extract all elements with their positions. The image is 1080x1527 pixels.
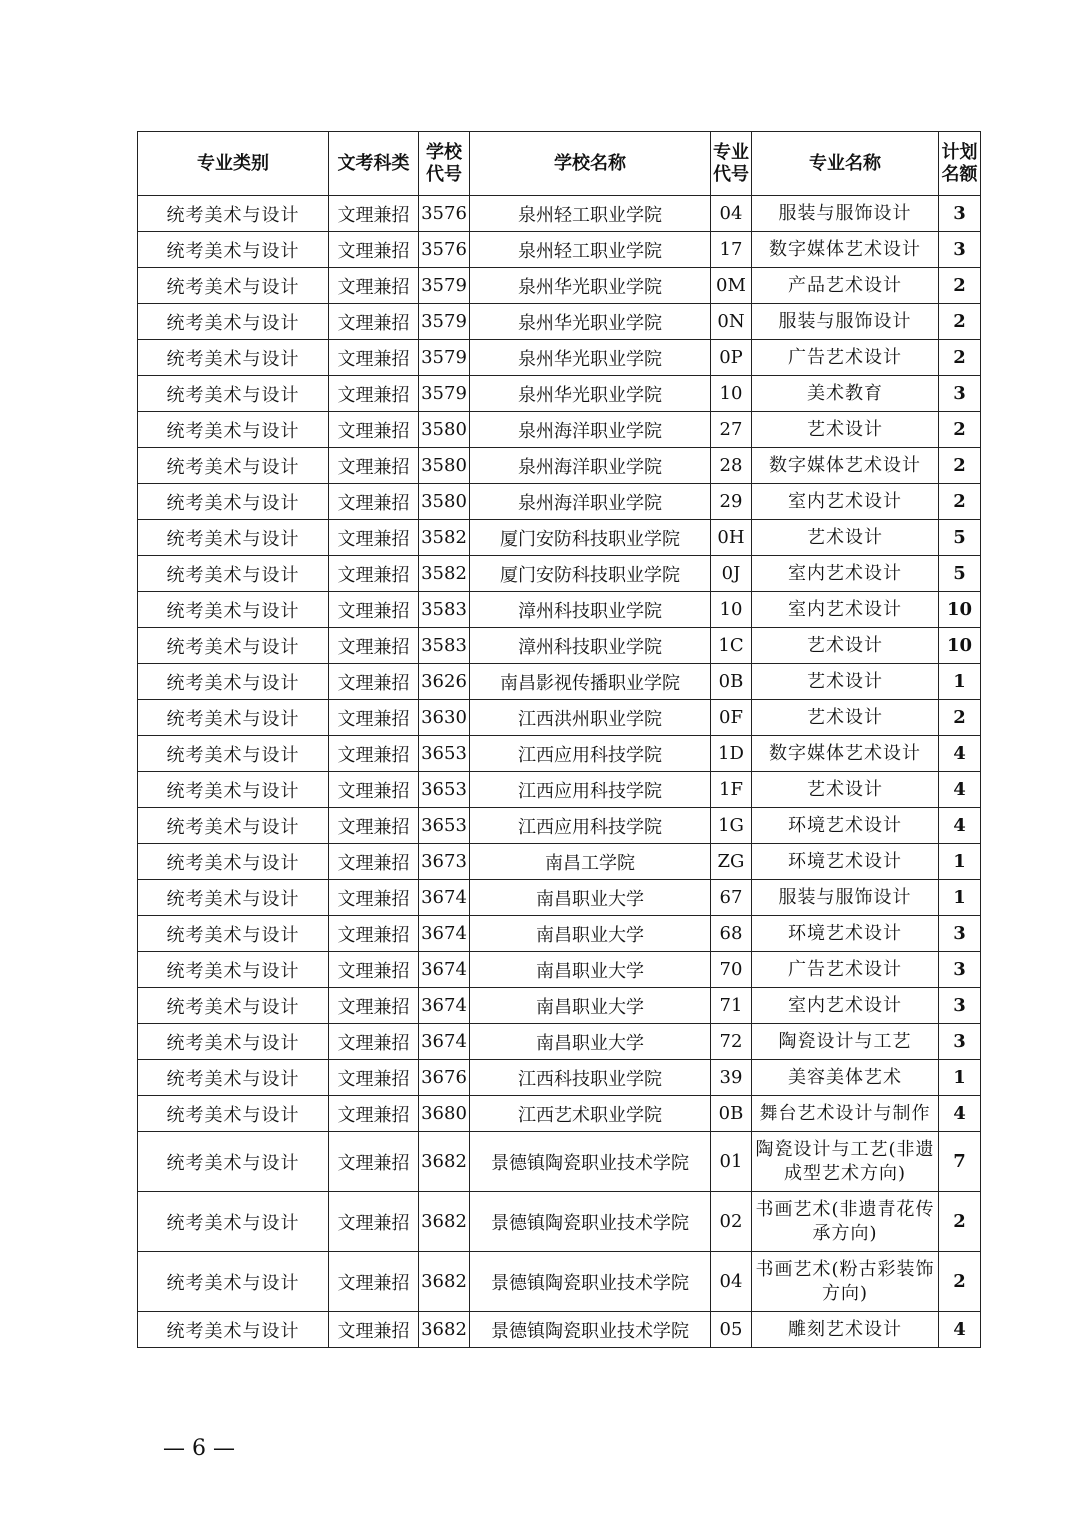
cell-subject: 文理兼招 (329, 556, 419, 592)
cell-major-code: 1C (711, 628, 752, 664)
cell-subject: 文理兼招 (329, 484, 419, 520)
table-row (138, 880, 981, 916)
cell-major-name: 室内艺术设计 (752, 592, 939, 628)
cell-category: 统考美术与设计 (138, 376, 329, 412)
cell-major-name: 环境艺术设计 (752, 808, 939, 844)
cell-subject: 文理兼招 (329, 304, 419, 340)
cell-school-name: 漳州科技职业学院 (470, 592, 711, 628)
cell-subject: 文理兼招 (329, 916, 419, 952)
cell-major-code: 10 (711, 376, 752, 412)
cell-major-name: 艺术设计 (752, 700, 939, 736)
cell-major-code: ZG (711, 844, 752, 880)
cell-major-code: 05 (711, 1312, 752, 1348)
cell-subject: 文理兼招 (329, 232, 419, 268)
cell-major-name: 室内艺术设计 (752, 988, 939, 1024)
header-school-code: 学校代号 (419, 132, 470, 196)
cell-major-code: 68 (711, 916, 752, 952)
cell-subject: 文理兼招 (329, 736, 419, 772)
table-row (138, 952, 981, 988)
cell-quota: 2 (939, 412, 981, 448)
cell-school-name: 江西应用科技学院 (470, 736, 711, 772)
cell-category: 统考美术与设计 (138, 1096, 329, 1132)
cell-category: 统考美术与设计 (138, 700, 329, 736)
cell-quota: 1 (939, 1060, 981, 1096)
cell-category: 统考美术与设计 (138, 1252, 329, 1312)
cell-major-code: 27 (711, 412, 752, 448)
cell-school-code: 3682 (419, 1132, 470, 1192)
table-row (138, 268, 981, 304)
cell-major-code: 02 (711, 1192, 752, 1252)
cell-category: 统考美术与设计 (138, 1132, 329, 1192)
cell-quota: 4 (939, 772, 981, 808)
cell-major-name: 数字媒体艺术设计 (752, 232, 939, 268)
cell-major-code: 39 (711, 1060, 752, 1096)
cell-major-name: 室内艺术设计 (752, 484, 939, 520)
cell-quota: 4 (939, 736, 981, 772)
cell-category: 统考美术与设计 (138, 304, 329, 340)
cell-quota: 3 (939, 196, 981, 232)
cell-quota: 10 (939, 628, 981, 664)
cell-category: 统考美术与设计 (138, 196, 329, 232)
cell-quota: 10 (939, 592, 981, 628)
cell-school-code: 3674 (419, 952, 470, 988)
cell-category: 统考美术与设计 (138, 592, 329, 628)
cell-quota: 4 (939, 1312, 981, 1348)
table-header-row (138, 132, 981, 196)
table-row (138, 808, 981, 844)
cell-quota: 4 (939, 808, 981, 844)
table-row (138, 520, 981, 556)
cell-school-name: 泉州华光职业学院 (470, 376, 711, 412)
admission-plan-table (137, 131, 981, 1348)
cell-major-name: 美术教育 (752, 376, 939, 412)
table-row (138, 196, 981, 232)
cell-school-code: 3680 (419, 1096, 470, 1132)
cell-major-code: 1D (711, 736, 752, 772)
table-row (138, 484, 981, 520)
cell-school-code: 3582 (419, 556, 470, 592)
cell-major-code: 0B (711, 664, 752, 700)
cell-major-name: 艺术设计 (752, 628, 939, 664)
cell-major-name: 环境艺术设计 (752, 916, 939, 952)
cell-school-name: 景德镇陶瓷职业技术学院 (470, 1252, 711, 1312)
cell-school-name: 南昌工学院 (470, 844, 711, 880)
cell-major-code: 1F (711, 772, 752, 808)
cell-quota: 3 (939, 1024, 981, 1060)
cell-school-name: 景德镇陶瓷职业技术学院 (470, 1192, 711, 1252)
cell-school-code: 3676 (419, 1060, 470, 1096)
cell-major-code: 04 (711, 1252, 752, 1312)
cell-category: 统考美术与设计 (138, 448, 329, 484)
cell-major-name: 环境艺术设计 (752, 844, 939, 880)
table-row (138, 592, 981, 628)
cell-subject: 文理兼招 (329, 448, 419, 484)
cell-major-name: 雕刻艺术设计 (752, 1312, 939, 1348)
cell-major-code: 71 (711, 988, 752, 1024)
cell-subject: 文理兼招 (329, 1132, 419, 1192)
header-quota: 计划名额 (939, 132, 981, 196)
cell-school-name: 泉州华光职业学院 (470, 304, 711, 340)
cell-major-name: 广告艺术设计 (752, 952, 939, 988)
cell-school-code: 3576 (419, 196, 470, 232)
cell-school-code: 3579 (419, 304, 470, 340)
cell-school-name: 南昌职业大学 (470, 880, 711, 916)
header-subject: 文考科类 (329, 132, 419, 196)
cell-major-name: 书画艺术(非遗青花传承方向) (752, 1192, 939, 1252)
cell-category: 统考美术与设计 (138, 1192, 329, 1252)
cell-school-code: 3580 (419, 412, 470, 448)
cell-quota: 2 (939, 1192, 981, 1252)
cell-major-code: 0N (711, 304, 752, 340)
cell-category: 统考美术与设计 (138, 1060, 329, 1096)
cell-subject: 文理兼招 (329, 412, 419, 448)
cell-subject: 文理兼招 (329, 700, 419, 736)
table-row (138, 304, 981, 340)
cell-school-name: 江西应用科技学院 (470, 808, 711, 844)
table-row (138, 376, 981, 412)
cell-major-code: 0H (711, 520, 752, 556)
cell-major-name: 艺术设计 (752, 412, 939, 448)
table-row (138, 772, 981, 808)
cell-subject: 文理兼招 (329, 268, 419, 304)
table-row (138, 664, 981, 700)
cell-school-name: 江西洪州职业学院 (470, 700, 711, 736)
cell-school-name: 江西科技职业学院 (470, 1060, 711, 1096)
cell-subject: 文理兼招 (329, 628, 419, 664)
table-row (138, 844, 981, 880)
cell-category: 统考美术与设计 (138, 844, 329, 880)
cell-school-name: 泉州海洋职业学院 (470, 448, 711, 484)
cell-subject: 文理兼招 (329, 808, 419, 844)
cell-quota: 2 (939, 1252, 981, 1312)
cell-quota: 1 (939, 880, 981, 916)
table-row (138, 1060, 981, 1096)
cell-category: 统考美术与设计 (138, 412, 329, 448)
cell-school-name: 景德镇陶瓷职业技术学院 (470, 1132, 711, 1192)
cell-school-code: 3653 (419, 808, 470, 844)
cell-quota: 2 (939, 448, 981, 484)
cell-category: 统考美术与设计 (138, 772, 329, 808)
cell-school-name: 泉州海洋职业学院 (470, 484, 711, 520)
cell-category: 统考美术与设计 (138, 736, 329, 772)
cell-school-code: 3583 (419, 628, 470, 664)
cell-major-code: 17 (711, 232, 752, 268)
cell-major-name: 舞台艺术设计与制作 (752, 1096, 939, 1132)
cell-subject: 文理兼招 (329, 1096, 419, 1132)
cell-major-name: 数字媒体艺术设计 (752, 736, 939, 772)
cell-school-code: 3579 (419, 340, 470, 376)
cell-subject: 文理兼招 (329, 772, 419, 808)
cell-quota: 5 (939, 556, 981, 592)
cell-category: 统考美术与设计 (138, 916, 329, 952)
cell-school-code: 3682 (419, 1192, 470, 1252)
cell-category: 统考美术与设计 (138, 664, 329, 700)
table-row (138, 1132, 981, 1192)
table-body (138, 196, 981, 1348)
cell-subject: 文理兼招 (329, 952, 419, 988)
cell-quota: 4 (939, 1096, 981, 1132)
cell-school-name: 南昌职业大学 (470, 916, 711, 952)
cell-quota: 7 (939, 1132, 981, 1192)
table-row (138, 1192, 981, 1252)
cell-school-code: 3583 (419, 592, 470, 628)
cell-school-code: 3582 (419, 520, 470, 556)
table-row (138, 988, 981, 1024)
cell-major-name: 产品艺术设计 (752, 268, 939, 304)
cell-major-code: 72 (711, 1024, 752, 1060)
table-row (138, 1252, 981, 1312)
cell-category: 统考美术与设计 (138, 628, 329, 664)
table-row (138, 628, 981, 664)
cell-subject: 文理兼招 (329, 196, 419, 232)
page-number: — 6 — (163, 1436, 235, 1461)
cell-subject: 文理兼招 (329, 664, 419, 700)
cell-school-code: 3674 (419, 988, 470, 1024)
table-row (138, 232, 981, 268)
cell-category: 统考美术与设计 (138, 232, 329, 268)
cell-school-name: 漳州科技职业学院 (470, 628, 711, 664)
cell-category: 统考美术与设计 (138, 988, 329, 1024)
cell-major-name: 艺术设计 (752, 520, 939, 556)
cell-major-code: 0B (711, 1096, 752, 1132)
cell-major-name: 书画艺术(粉古彩装饰方向) (752, 1252, 939, 1312)
cell-school-code: 3682 (419, 1312, 470, 1348)
cell-school-name: 泉州轻工职业学院 (470, 196, 711, 232)
cell-quota: 5 (939, 520, 981, 556)
table-row (138, 556, 981, 592)
cell-category: 统考美术与设计 (138, 952, 329, 988)
cell-school-code: 3580 (419, 484, 470, 520)
cell-major-code: 04 (711, 196, 752, 232)
cell-quota: 3 (939, 916, 981, 952)
cell-school-code: 3653 (419, 736, 470, 772)
cell-major-code: 0J (711, 556, 752, 592)
cell-quota: 3 (939, 952, 981, 988)
cell-category: 统考美术与设计 (138, 808, 329, 844)
cell-subject: 文理兼招 (329, 1252, 419, 1312)
cell-subject: 文理兼招 (329, 592, 419, 628)
cell-category: 统考美术与设计 (138, 268, 329, 304)
table-row (138, 340, 981, 376)
cell-school-name: 厦门安防科技职业学院 (470, 556, 711, 592)
table-row (138, 1024, 981, 1060)
cell-school-code: 3673 (419, 844, 470, 880)
cell-quota: 2 (939, 700, 981, 736)
cell-major-code: 28 (711, 448, 752, 484)
cell-subject: 文理兼招 (329, 1024, 419, 1060)
cell-major-name: 服装与服饰设计 (752, 196, 939, 232)
cell-school-code: 3674 (419, 880, 470, 916)
cell-category: 统考美术与设计 (138, 556, 329, 592)
table-row (138, 700, 981, 736)
cell-school-name: 南昌影视传播职业学院 (470, 664, 711, 700)
cell-quota: 3 (939, 988, 981, 1024)
cell-school-code: 3579 (419, 376, 470, 412)
cell-school-name: 景德镇陶瓷职业技术学院 (470, 1312, 711, 1348)
cell-major-name: 服装与服饰设计 (752, 880, 939, 916)
cell-category: 统考美术与设计 (138, 1312, 329, 1348)
cell-major-name: 美容美体艺术 (752, 1060, 939, 1096)
cell-major-name: 服装与服饰设计 (752, 304, 939, 340)
cell-school-code: 3674 (419, 1024, 470, 1060)
cell-major-code: 0P (711, 340, 752, 376)
cell-major-code: 01 (711, 1132, 752, 1192)
cell-major-code: 0M (711, 268, 752, 304)
cell-major-code: 0F (711, 700, 752, 736)
cell-category: 统考美术与设计 (138, 484, 329, 520)
cell-quota: 2 (939, 340, 981, 376)
cell-school-name: 泉州华光职业学院 (470, 340, 711, 376)
cell-school-code: 3579 (419, 268, 470, 304)
cell-quota: 1 (939, 844, 981, 880)
cell-quota: 3 (939, 232, 981, 268)
header-school-name: 学校名称 (470, 132, 711, 196)
cell-subject: 文理兼招 (329, 376, 419, 412)
cell-subject: 文理兼招 (329, 880, 419, 916)
cell-category: 统考美术与设计 (138, 520, 329, 556)
cell-major-name: 陶瓷设计与工艺 (752, 1024, 939, 1060)
cell-subject: 文理兼招 (329, 520, 419, 556)
header-major-name: 专业名称 (752, 132, 939, 196)
cell-school-name: 南昌职业大学 (470, 952, 711, 988)
cell-subject: 文理兼招 (329, 1192, 419, 1252)
cell-major-code: 67 (711, 880, 752, 916)
cell-category: 统考美术与设计 (138, 1024, 329, 1060)
table-row (138, 1096, 981, 1132)
table-row (138, 736, 981, 772)
cell-major-name: 广告艺术设计 (752, 340, 939, 376)
cell-major-code: 70 (711, 952, 752, 988)
cell-school-name: 厦门安防科技职业学院 (470, 520, 711, 556)
cell-quota: 3 (939, 376, 981, 412)
cell-school-code: 3630 (419, 700, 470, 736)
cell-school-name: 泉州轻工职业学院 (470, 232, 711, 268)
cell-school-name: 江西应用科技学院 (470, 772, 711, 808)
header-major-code: 专业代号 (711, 132, 752, 196)
table-row (138, 412, 981, 448)
table-row (138, 916, 981, 952)
cell-quota: 1 (939, 664, 981, 700)
cell-major-name: 室内艺术设计 (752, 556, 939, 592)
cell-subject: 文理兼招 (329, 1312, 419, 1348)
cell-subject: 文理兼招 (329, 1060, 419, 1096)
cell-school-code: 3674 (419, 916, 470, 952)
cell-school-code: 3580 (419, 448, 470, 484)
cell-major-name: 数字媒体艺术设计 (752, 448, 939, 484)
cell-school-code: 3576 (419, 232, 470, 268)
cell-subject: 文理兼招 (329, 988, 419, 1024)
cell-major-name: 艺术设计 (752, 772, 939, 808)
cell-school-name: 南昌职业大学 (470, 1024, 711, 1060)
cell-quota: 2 (939, 484, 981, 520)
table-row (138, 448, 981, 484)
table-row (138, 1312, 981, 1348)
cell-school-name: 泉州海洋职业学院 (470, 412, 711, 448)
cell-quota: 2 (939, 304, 981, 340)
cell-major-code: 29 (711, 484, 752, 520)
cell-category: 统考美术与设计 (138, 340, 329, 376)
cell-quota: 2 (939, 268, 981, 304)
cell-major-name: 陶瓷设计与工艺(非遗成型艺术方向) (752, 1132, 939, 1192)
cell-school-name: 泉州华光职业学院 (470, 268, 711, 304)
cell-subject: 文理兼招 (329, 844, 419, 880)
cell-school-name: 江西艺术职业学院 (470, 1096, 711, 1132)
cell-major-code: 10 (711, 592, 752, 628)
cell-category: 统考美术与设计 (138, 880, 329, 916)
header-category: 专业类别 (138, 132, 329, 196)
cell-school-code: 3682 (419, 1252, 470, 1312)
cell-school-name: 南昌职业大学 (470, 988, 711, 1024)
cell-school-code: 3653 (419, 772, 470, 808)
cell-major-code: 1G (711, 808, 752, 844)
cell-subject: 文理兼招 (329, 340, 419, 376)
cell-school-code: 3626 (419, 664, 470, 700)
cell-major-name: 艺术设计 (752, 664, 939, 700)
